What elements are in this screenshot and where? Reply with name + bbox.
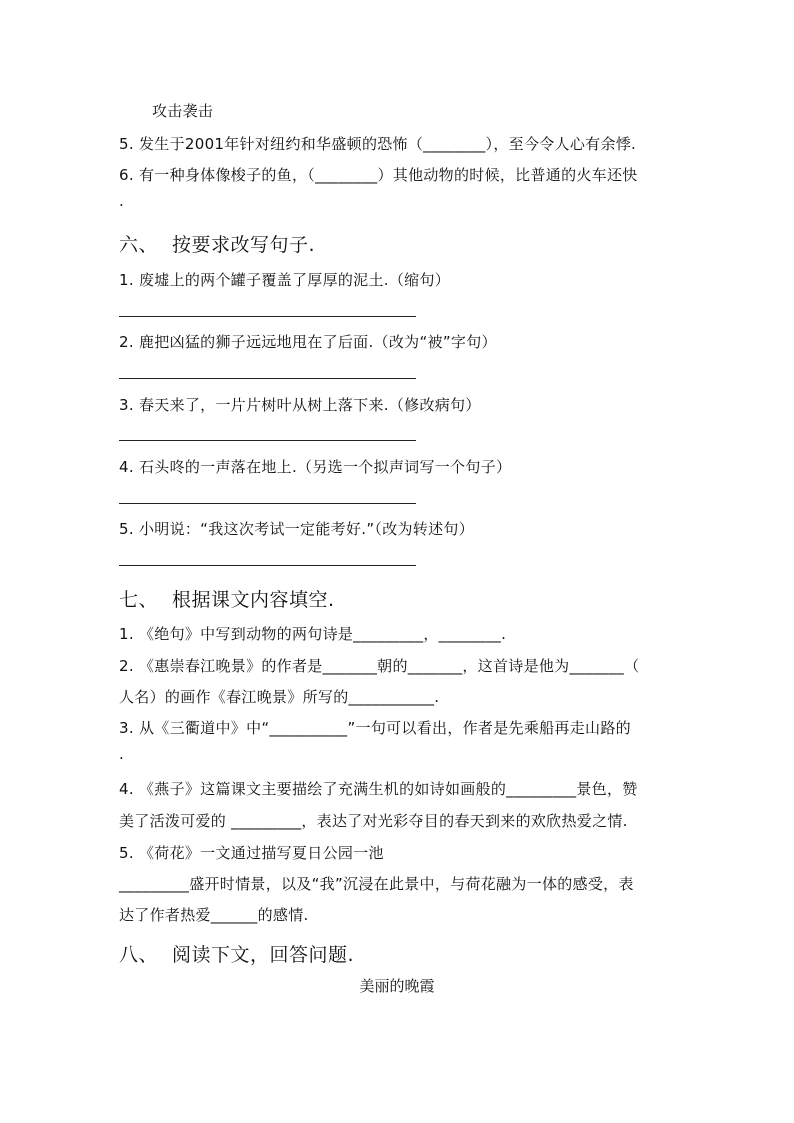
answer-line-3[interactable] <box>119 440 416 441</box>
section-8-title: 阅读下文，回答问题. <box>172 944 355 966</box>
section-6-item-1: 1. 废墟上的两个罐子覆盖了厚厚的泥土.（缩句） <box>119 271 451 289</box>
question-5-6-end: . <box>119 192 125 210</box>
section-8-heading <box>119 940 354 967</box>
section-7-q5-line1: 5. 《荷花》一文通过描写夏日公园一池 <box>119 844 384 862</box>
section-7-title: 根据课文内容填空. <box>172 589 335 611</box>
section-7-q4-line1: 4. 《燕子》这篇课文主要描绘了充满生机的如诗如画般的_________景色，赞 <box>119 780 638 798</box>
section-7-q3-line2: . <box>119 745 125 763</box>
question-5-6: 6. 有一种身体像梭子的鱼，（________）其他动物的时候，比普通的火车还快 <box>119 166 638 184</box>
word-options: 攻击袭击 <box>152 102 214 120</box>
answer-line-1[interactable] <box>119 316 416 317</box>
section-8-number: 八、 <box>119 944 159 966</box>
section-7-q5-line3: 达了作者热爱______的感情. <box>119 906 309 924</box>
section-7-q3-line1: 3. 从《三衢道中》中“__________”一句可以看出，作者是先乘船再走山路的 <box>119 719 631 737</box>
answer-line-2[interactable] <box>119 378 416 379</box>
answer-line-5[interactable] <box>119 565 416 566</box>
section-6-title: 按要求改写句子. <box>172 234 316 256</box>
section-7-q5-line2: _________盛开时情景，以及“我”沉浸在此景中，与荷花融为一体的感受，表 <box>119 875 634 893</box>
section-7-q1: 1. 《绝句》中写到动物的两句诗是_________，________. <box>119 625 507 643</box>
section-7-heading <box>119 585 335 612</box>
section-7-q4-line2: 美了活泼可爱的 _________，表达了对光彩夺目的春天到来的欢欣热爱之情. <box>119 812 628 830</box>
section-7-q2-line2: 人名）的画作《春江晚景》所写的___________. <box>119 688 440 706</box>
section-7-q2-line1: 2. 《惠崇春江晚景》的作者是_______朝的_______，这首诗是他为_______（ <box>119 657 640 675</box>
answer-line-4[interactable] <box>119 503 416 504</box>
section-6-heading <box>119 230 315 257</box>
section-7-number: 七、 <box>119 589 159 611</box>
section-6-item-4: 4. 石头咚的一声落在地上.（另选一个拟声词写一个句子） <box>119 458 512 476</box>
section-6-item-3: 3. 春天来了，一片片树叶从树上落下来.（修改病句） <box>119 396 481 414</box>
passage-title: 美丽的晚霞 <box>359 977 435 995</box>
question-5-5: 5. 发生于2001年针对纽约和华盛顿的恐怖（________），至今令人心有余悸. <box>119 135 637 153</box>
section-6-number: 六、 <box>119 234 159 256</box>
section-6-item-5: 5. 小明说：“我这次考试一定能考好.”（改为转述句） <box>119 520 474 538</box>
section-6-item-2: 2. 鹿把凶猛的狮子远远地甩在了后面.（改为“被”字句） <box>119 333 497 351</box>
